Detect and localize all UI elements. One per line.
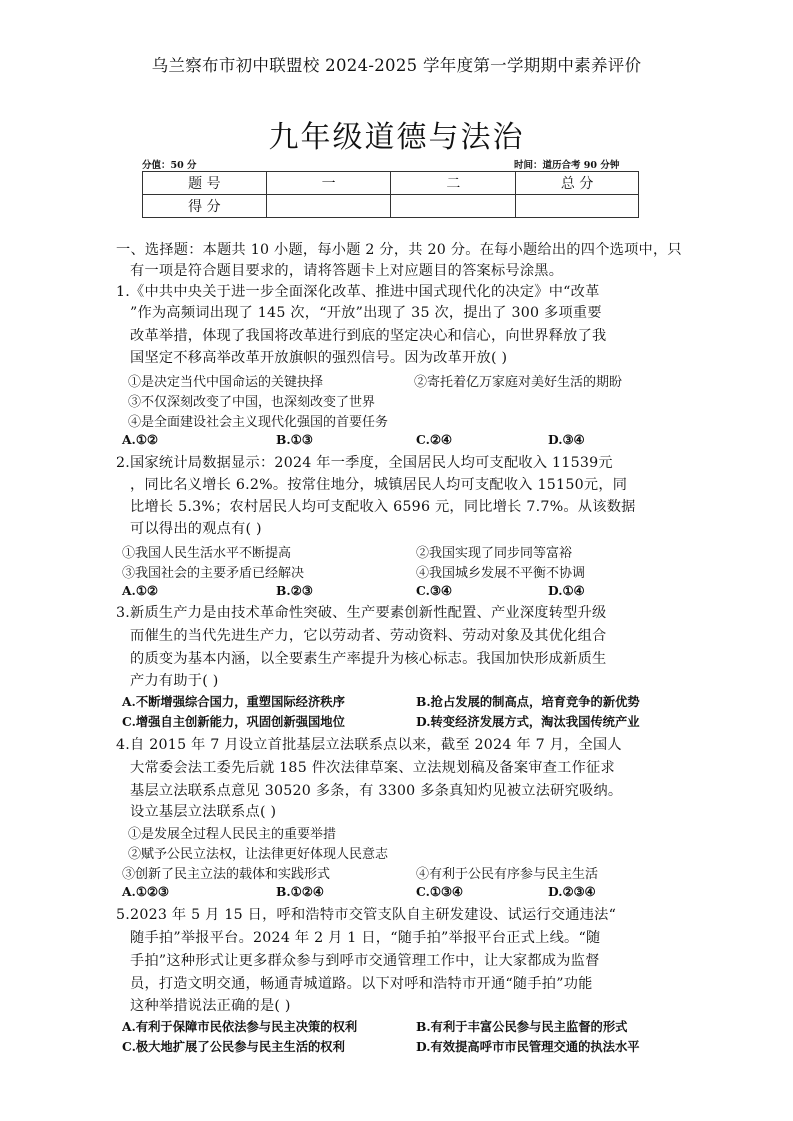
table-cell: 总 分 — [516, 172, 639, 195]
question-4-choice-b[interactable]: B.①②④ — [276, 884, 324, 899]
question-4-choice-d[interactable]: D.②③④ — [548, 884, 596, 899]
question-4-stem: 基层立法联系点意见 30520 多条，有 3300 多条真知灼见被立法研究吸纳。 — [130, 783, 623, 799]
question-3-stem: 的质变为基本内涵，以全要素生产率提升为核心标志。我国加快形成新质生 — [130, 651, 607, 667]
question-1-stem: 1.《中共中央关于进一步全面深化改革、推进中国式现代化的决定》中“改革 — [116, 284, 600, 300]
table-cell: 题 号 — [143, 172, 267, 195]
question-1-stem: ”作为高频词出现了 145 次，“开放”出现了 35 次，提出了 300 多项重要 — [130, 305, 602, 321]
question-4-stem: 设立基层立法联系点( ) — [130, 804, 277, 820]
question-4-stem: 大常委会法工委先后就 185 件次法律草案、立法规划稿及备案审查工作征求 — [130, 760, 615, 776]
question-5-stem: 员，打造文明交通，畅通青城道路。以下对呼和浩特市开通“随手拍”功能 — [130, 976, 593, 992]
question-2-item: ④我国城乡发展不平衡不协调 — [416, 566, 586, 581]
question-5-stem: 这种举措说法正确的是( ) — [130, 998, 291, 1014]
question-1-stem: 改革举措，体现了我国将改革进行到底的坚定决心和信心，向世界释放了我 — [130, 328, 607, 344]
score-table — [142, 171, 639, 218]
question-5-stem: 手拍”这种形式让更多群众参与到呼市交通管理工作中，让大家都成为监督 — [130, 953, 600, 969]
question-4-item: ④有利于公民有序参与民主生活 — [416, 867, 599, 882]
question-5-choice-b[interactable]: B.有利于丰富公民参与民主监督的形式 — [416, 1019, 628, 1034]
exam-title: 九年级道德与法治 — [268, 120, 525, 155]
question-5-stem: 5.2023 年 5 月 15 日，呼和浩特市交管支队自主研发建设、试运行交通违法“ — [116, 907, 617, 923]
question-4-item: ①是发展全过程人民民主的重要举措 — [128, 827, 337, 842]
question-5-choice-c[interactable]: C.极大地扩展了公民参与民主生活的权利 — [122, 1039, 345, 1054]
score-cell-section2[interactable] — [391, 195, 516, 218]
question-1-item: ④是全面建设社会主义现代化强国的首要任务 — [128, 415, 389, 430]
time-info: 时间：道历合考 90 分钟 — [514, 160, 620, 171]
table-cell: 得 分 — [143, 195, 267, 218]
question-2-item: ②我国实现了同步同等富裕 — [416, 546, 573, 561]
question-1-choice-b[interactable]: B.①③ — [276, 432, 313, 447]
table-cell: 一 — [266, 172, 391, 195]
question-2-choice-a[interactable]: A.①② — [122, 583, 158, 598]
question-5-stem: 随手拍”举报平台。2024 年 2 月 1 日，“随手拍”举报平台正式上线。“随 — [130, 930, 601, 946]
section-intro-line: 有一项是符合题目要求的，请将答题卡上对应题目的答案标号涂黑。 — [130, 263, 564, 279]
question-3-choice-d[interactable]: D.转变经济发展方式，淘汰我国传统产业 — [416, 714, 640, 729]
exam-header: 乌兰察布市初中联盟校 2024-2025 学年度第一学期期中素养评价 — [151, 56, 642, 75]
question-1-choice-d[interactable]: D.③④ — [548, 432, 585, 447]
question-2-item: ③我国社会的主要矛盾已经解决 — [122, 566, 305, 581]
question-1-choice-c[interactable]: C.②④ — [416, 432, 452, 447]
question-2-choice-d[interactable]: D.①④ — [548, 583, 585, 598]
question-3-stem: 产力有助于( ) — [130, 673, 219, 689]
score-table-score-row — [143, 195, 639, 218]
question-2-stem: ，同比名义增长 6.2%。按常住地分，城镇居民人均可支配收入 15150元，同 — [130, 477, 628, 493]
question-4-choice-c[interactable]: C.①③④ — [416, 884, 463, 899]
question-3-choice-a[interactable]: A.不断增强综合国力，重塑国际经济秩序 — [122, 694, 345, 709]
question-2-choice-b[interactable]: B.②③ — [276, 583, 313, 598]
question-2-stem: 可以得出的观点有( ) — [130, 521, 262, 537]
question-4-item: ③创新了民主立法的载体和实践形式 — [122, 867, 331, 882]
score-cell-section1[interactable] — [266, 195, 391, 218]
question-3-stem: 3.新质生产力是由技术革命性突破、生产要素创新性配置、产业深度转型升级 — [116, 605, 607, 621]
question-1-choice-a[interactable]: A.①② — [122, 432, 158, 447]
question-1-item: ①是决定当代中国命运的关键抉择 — [128, 375, 324, 390]
question-5-choice-d[interactable]: D.有效提高呼市市民管理交通的执法水平 — [416, 1039, 640, 1054]
question-3-choice-b[interactable]: B.抢占发展的制高点，培育竞争的新优势 — [416, 694, 640, 709]
question-4-choice-a[interactable]: A.①②③ — [122, 884, 169, 899]
question-5-choice-a[interactable]: A.有利于保障市民依法参与民主决策的权利 — [122, 1019, 358, 1034]
question-2-item: ①我国人民生活水平不断提高 — [122, 546, 292, 561]
question-1-item: ②寄托着亿万家庭对美好生活的期盼 — [414, 375, 623, 390]
section-intro-line: 一、选择题：本题共 10 小题，每小题 2 分，共 20 分。在每小题给出的四个选项中，只 — [116, 242, 682, 258]
question-1-stem: 国坚定不移高举改革开放旗帜的强烈信号。因为改革开放( ) — [130, 350, 508, 366]
question-4-stem: 4.自 2015 年 7 月设立首批基层立法联系点以来，截至 2024 年 7 月，全国人 — [116, 737, 622, 753]
question-2-stem: 比增长 5.3%；农村居民人均可支配收入 6596 元，同比增长 7.7%。从该数据 — [130, 499, 636, 515]
question-3-stem: 而催生的当代先进生产力，它以劳动者、劳动资料、劳动对象及其优化组合 — [130, 628, 607, 644]
question-2-choice-c[interactable]: C.③④ — [416, 583, 452, 598]
question-3-choice-c[interactable]: C.增强自主创新能力，巩固创新强国地位 — [122, 714, 345, 729]
score-table-header-row — [143, 172, 639, 195]
score-info: 分值：50 分 — [142, 160, 197, 171]
question-2-stem: 2.国家统计局数据显示：2024 年一季度，全国居民人均可支配收入 11539元 — [116, 455, 613, 471]
table-cell: 二 — [391, 172, 516, 195]
question-1-item: ③不仅深刻改变了中国，也深刻改变了世界 — [128, 395, 376, 410]
score-cell-total[interactable] — [516, 195, 639, 218]
question-4-item: ②赋予公民立法权，让法律更好体现人民意志 — [128, 847, 389, 862]
